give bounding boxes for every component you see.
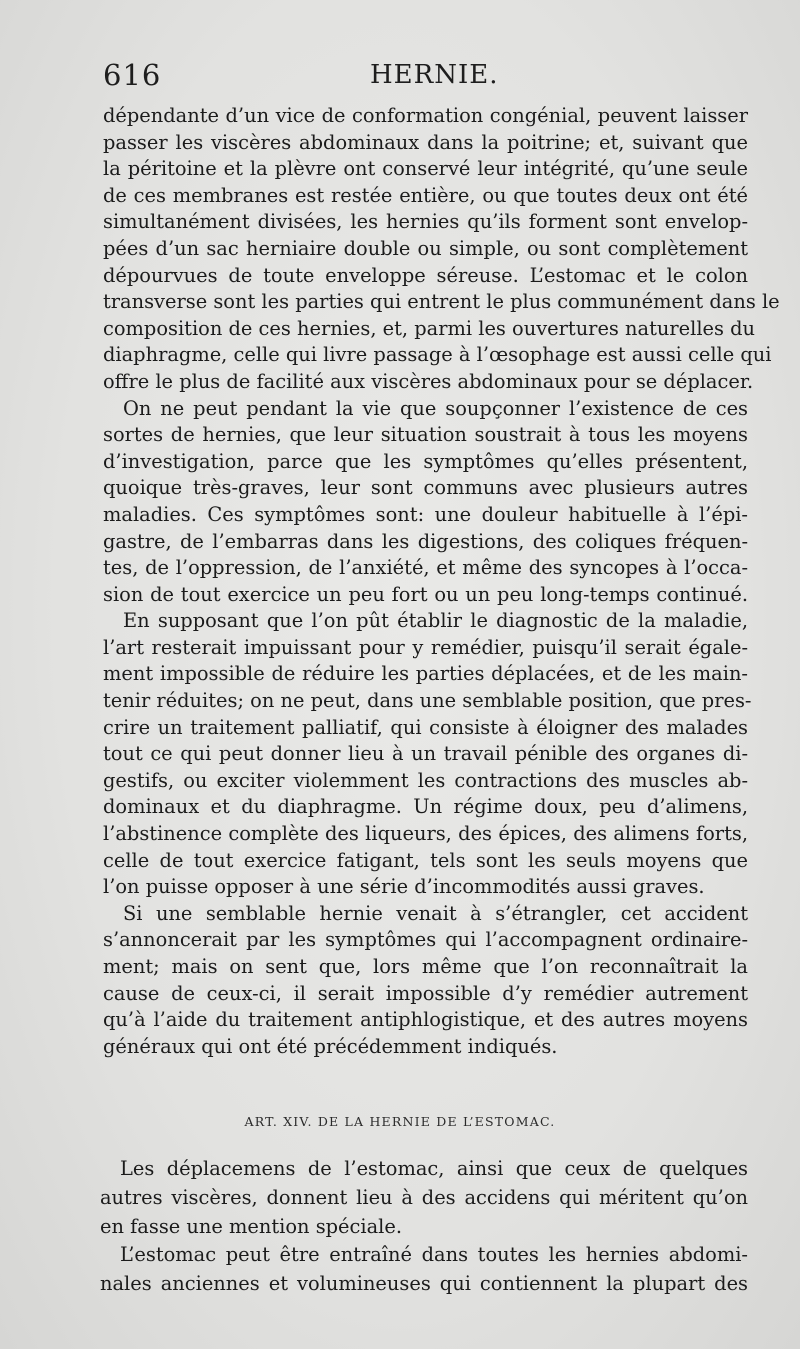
text-line: tenir réduites; on ne peut, dans une semblable position, que pres- <box>103 689 752 713</box>
text-line: d’investigation, parce que les symptômes qu’elles présentent, <box>103 449 748 473</box>
paragraph <box>103 901 748 1061</box>
text-line: pées d’un sac herniaire double ou simple, ou sont complètement <box>103 236 748 260</box>
running-head <box>0 58 800 98</box>
section-heading: ART. XIV. DE LA HERNIE DE L’ESTOMAC. <box>244 1114 556 1129</box>
text-line: On ne peut pendant la vie que soupçonner l’existence de ces <box>123 396 748 420</box>
page-number: 616 <box>103 58 162 92</box>
text-line: tout ce qui peut donner lieu à un travail pénible des organes di- <box>103 742 748 766</box>
text-line: crire un traitement palliatif, qui consiste à éloigner des malades <box>103 715 748 739</box>
paragraph <box>103 396 748 609</box>
text-line: composition de ces hernies, et, parmi les ouvertures naturelles du <box>103 316 756 340</box>
text-line: passer les viscères abdominaux dans la poitrine; et, suivant que <box>103 130 748 154</box>
text-line: quoique très-graves, leur sont communs avec plusieurs autres <box>103 476 748 500</box>
text-line: autres viscères, donnent lieu à des accidens qui méritent qu’on <box>100 1185 748 1209</box>
paragraph <box>100 1241 748 1299</box>
text-line: dépendante d’un vice de conformation congénial, peuvent laisser <box>103 104 748 127</box>
text-line: qu’à l’aide du traitement antiphlogistique, et des autres moyens <box>103 1008 748 1032</box>
text-line: l’on puisse opposer à une série d’incommodités aussi graves. <box>103 875 705 899</box>
text-line: cause de ceux-ci, il serait impossible d’y remédier autrement <box>103 981 748 1005</box>
text-line: de ces membranes est restée entière, ou que toutes deux ont été <box>103 183 748 207</box>
running-title: HERNIE. <box>370 60 499 90</box>
text-line: celle de tout exercice fatigant, tels sont les seuls moyens que <box>103 848 748 872</box>
section-body-text <box>100 1155 748 1299</box>
text-line: s’annoncerait par les symptômes qui l’accompagnent ordinaire- <box>103 928 748 952</box>
text-line: sion de tout exercice un peu fort ou un peu long-temps continué. <box>103 582 748 606</box>
text-line: l’art resterait impuissant pour y remédier, puisqu’il serait égale- <box>103 635 748 659</box>
text-line: maladies. Ces symptômes sont: une douleur habituelle à l’épi- <box>103 502 748 526</box>
text-line: gestifs, ou exciter violemment les contractions des muscles ab- <box>103 768 748 792</box>
paragraph <box>103 608 752 901</box>
text-line: simultanément divisées, les hernies qu’ils forment sont envelop- <box>103 210 748 234</box>
text-line: sortes de hernies, que leur situation soustrait à tous les moyens <box>103 423 748 447</box>
body-text <box>103 103 780 1060</box>
text-line: dépourvues de toute enveloppe séreuse. L’estomac et le colon <box>103 263 748 287</box>
text-line: diaphragme, celle qui livre passage à l’œsophage est aussi celle qui <box>103 343 772 367</box>
text-line: transverse sont les parties qui entrent le plus communément dans le <box>103 290 780 314</box>
text-line: en fasse une mention spéciale. <box>100 1214 402 1238</box>
paragraph <box>103 103 780 396</box>
text-line: dominaux et du diaphragme. Un régime doux, peu d’alimens, <box>103 795 748 819</box>
text-line: Si une semblable hernie venait à s’étrangler, cet accident <box>123 901 748 925</box>
text-line: L’estomac peut être entraîné dans toutes les hernies abdomi- <box>120 1243 748 1267</box>
text-line: nales anciennes et volumineuses qui contiennent la plupart des <box>100 1272 748 1296</box>
text-line: généraux qui ont été précédemment indiqués. <box>103 1034 558 1058</box>
text-line: tes, de l’oppression, de l’anxiété, et même des syncopes à l’occa- <box>103 556 748 580</box>
text-line: ment; mais on sent que, lors même que l’on reconnaîtrait la <box>103 955 748 978</box>
text-line: offre le plus de facilité aux viscères abdominaux pour se déplacer. <box>103 369 754 393</box>
text-line: l’abstinence complète des liqueurs, des épices, des alimens forts, <box>103 822 748 846</box>
paragraph <box>100 1155 748 1241</box>
text-line: Les déplacemens de l’estomac, ainsi que ceux de quelques <box>120 1157 748 1180</box>
text-line: gastre, de l’embarras dans les digestions, des coliques fréquen- <box>103 529 748 553</box>
text-line: ment impossible de réduire les parties déplacées, et de les main- <box>103 662 748 686</box>
text-line: En supposant que l’on pût établir le diagnostic de la maladie, <box>123 609 748 633</box>
text-line: la péritoine et la plèvre ont conservé leur intégrité, qu’une seule <box>103 157 748 181</box>
